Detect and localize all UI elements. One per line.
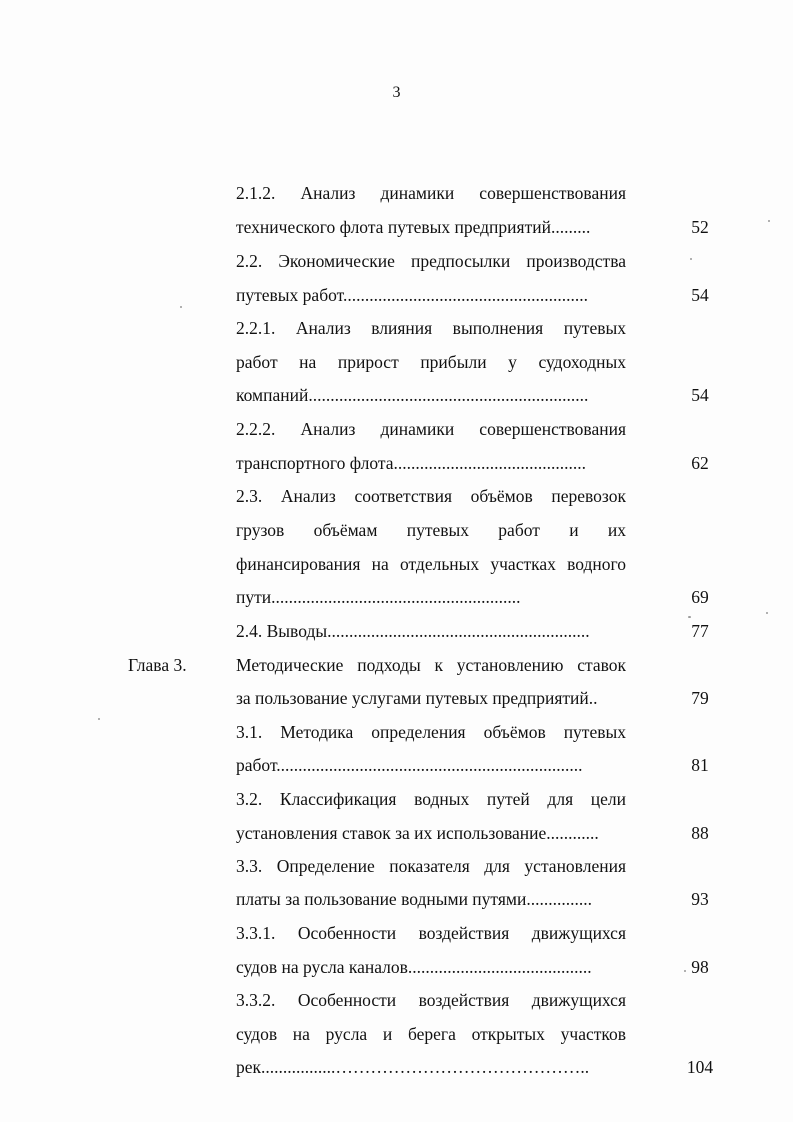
- toc-line: путевых работ........................................................: [236, 285, 588, 305]
- toc-page-number: 81: [691, 755, 709, 775]
- toc-line: 3.3.2. Особенности воздействия движущихся: [236, 990, 626, 1010]
- toc-line: 2.2.2. Анализ динамики совершенствования: [236, 419, 626, 439]
- toc-page-number: 98: [691, 957, 709, 977]
- toc-line: рек.................……………………………………..: [236, 1057, 590, 1077]
- toc-page-number: 93: [691, 889, 709, 909]
- toc-line: установления ставок за их использование............: [236, 823, 599, 843]
- toc-line: 2.2. Экономические предпосылки производства: [236, 251, 626, 271]
- toc-page-number: 52: [691, 217, 709, 237]
- toc-page-number: 104: [686, 1057, 714, 1077]
- toc-line: работ......................................................................: [236, 755, 583, 775]
- toc-line: судов на русла каналов..........................................: [236, 957, 592, 977]
- toc-page-number: 54: [691, 285, 709, 305]
- toc-page-number: 62: [691, 453, 709, 473]
- toc-line: 2.3. Анализ соответствия объёмов перевозок: [236, 486, 626, 506]
- toc-line: 2.4. Выводы............................................................: [236, 621, 590, 641]
- scan-speck: [98, 718, 100, 720]
- toc-page-number: 54: [691, 385, 709, 405]
- scan-speck: [768, 220, 770, 222]
- scan-speck: [684, 970, 686, 972]
- scan-speck: [180, 306, 182, 308]
- toc-line: грузов объёмам путевых работ и их: [236, 520, 626, 540]
- page-number: 3: [392, 84, 401, 101]
- toc-line: технического флота путевых предприятий.........: [236, 217, 591, 237]
- toc-line: судов на русла и берега открытых участков: [236, 1024, 626, 1044]
- toc-line: компаний................................................................: [236, 385, 589, 405]
- toc-line: пути.........................................................: [236, 587, 521, 607]
- toc-line: 3.1. Методика определения объёмов путевых: [236, 722, 626, 742]
- toc-page-number: 69: [691, 587, 709, 607]
- toc-line: 2.2.1. Анализ влияния выполнения путевых: [236, 318, 626, 338]
- toc-page-number: 79: [691, 688, 709, 708]
- toc-line: финансирования на отдельных участках водного: [236, 554, 626, 574]
- toc-line: 3.3.1. Особенности воздействия движущихся: [236, 923, 626, 943]
- toc-line: 3.2. Классификация водных путей для цели: [236, 789, 626, 809]
- chapter-label: Глава 3.: [128, 655, 187, 675]
- toc-line: 3.3. Определение показателя для установления: [236, 856, 626, 876]
- toc-line: платы за пользование водными путями...............: [236, 889, 592, 909]
- toc-line: транспортного флота............................................: [236, 453, 587, 473]
- scan-speck: [690, 258, 692, 260]
- scan-speck: [766, 612, 768, 614]
- scan-speck: [688, 616, 691, 618]
- toc-line: 2.1.2. Анализ динамики совершенствования: [236, 183, 626, 203]
- toc-line: за пользование услугами путевых предприятий..: [236, 688, 598, 708]
- toc-line: работ на прирост прибыли у судоходных: [236, 352, 626, 372]
- toc-page-number: 77: [691, 621, 709, 641]
- toc-line: Методические подходы к установлению ставок: [236, 655, 626, 675]
- toc-page-number: 88: [691, 823, 709, 843]
